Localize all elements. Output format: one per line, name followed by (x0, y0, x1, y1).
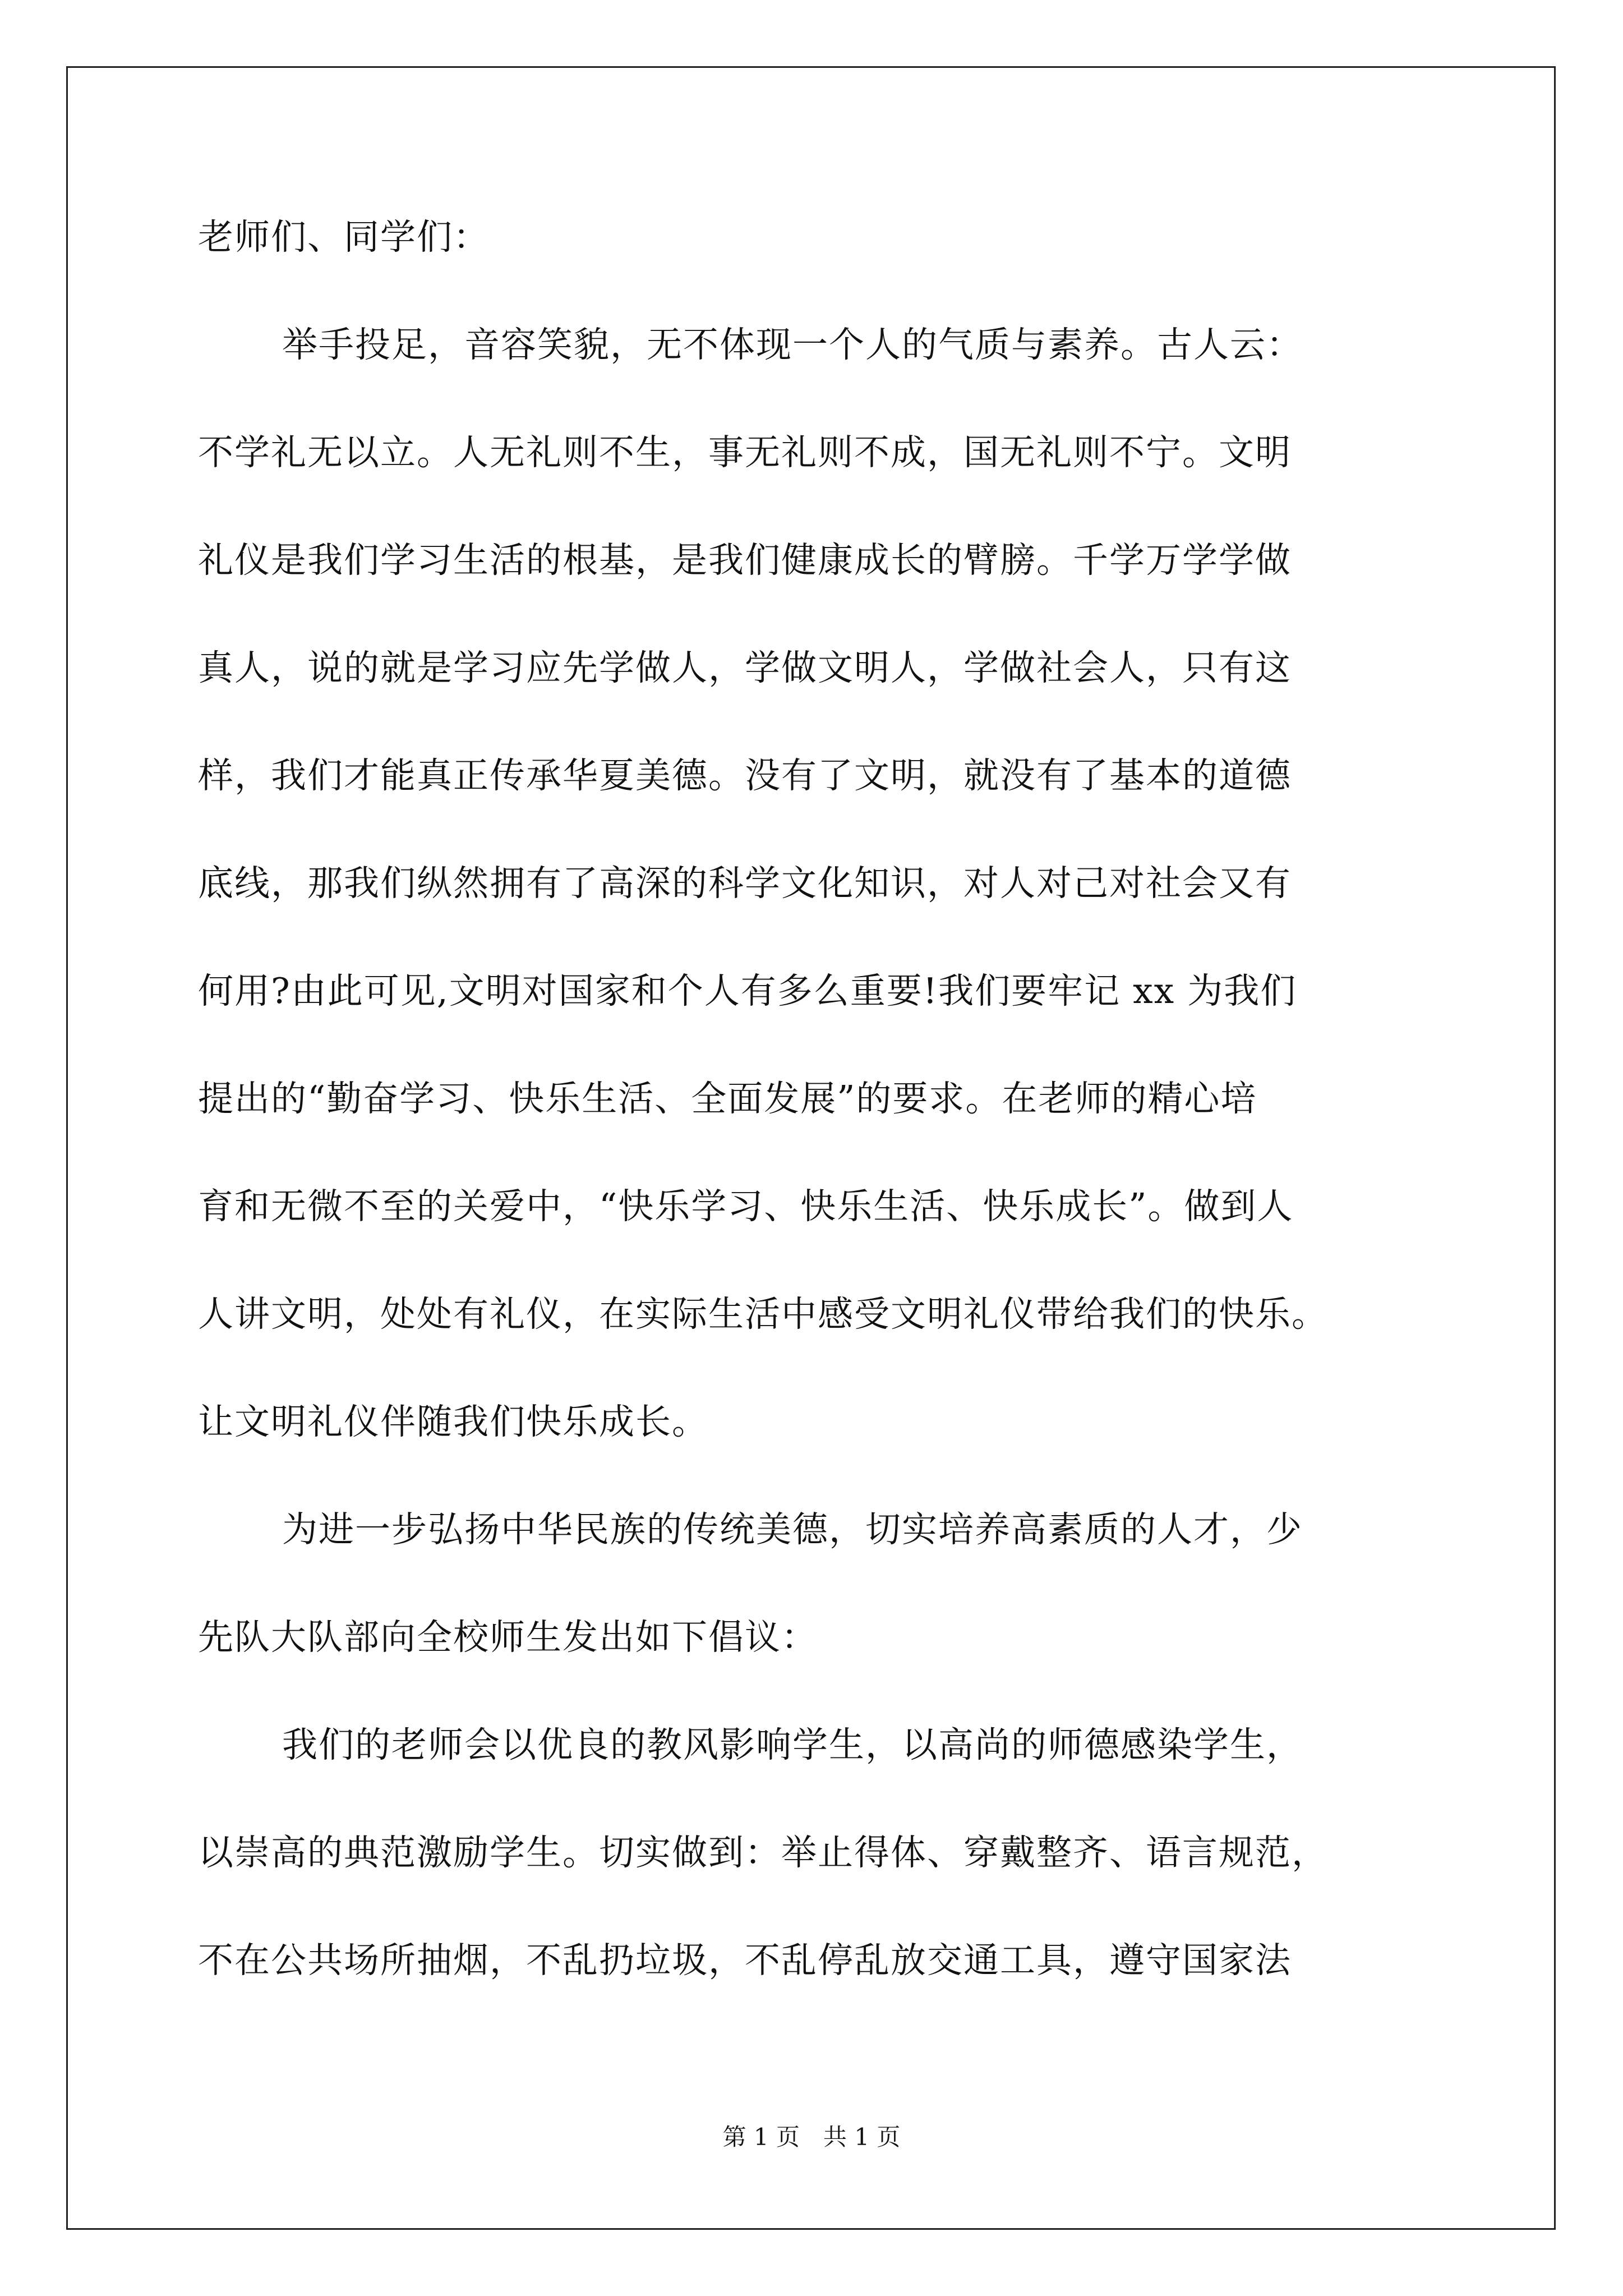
text-line: 不学礼无以立。人无礼则不生，事无礼则不成，国无礼则不宁。文明 (198, 432, 1292, 473)
document-body (198, 210, 1426, 2041)
greeting-line: 老师们、同学们： (198, 217, 490, 257)
text-line: 举手投足，音容笑貌，无不体现一个人的气质与素养。古人云： (282, 324, 1303, 365)
text-line: 底线，那我们纵然拥有了高深的科学文化知识，对人对己对社会又有 (198, 863, 1292, 904)
text-line: 先队大队部向全校师生发出如下倡议： (198, 1617, 818, 1658)
text-line: 礼仪是我们学习生活的根基，是我们健康成长的臂膀。千学万学学做 (198, 540, 1292, 581)
text-line: 何用?由此可见,文明对国家和个人有多么重要!我们要牢记 xx 为我们 (198, 970, 1297, 1011)
text-line: 让文明礼仪伴随我们快乐成长。 (198, 1401, 708, 1442)
text-line: 不在公共场所抽烟，不乱扔垃圾，不乱停乱放交通工具，遵守国家法 (198, 1940, 1292, 1981)
page-footer: 第 1 页 共 1 页 (722, 2123, 901, 2151)
text-line: 真人，说的就是学习应先学做人，学做文明人，学做社会人，只有这 (198, 647, 1292, 688)
paragraph-lines (198, 318, 1426, 1987)
text-line: 以崇高的典范激励学生。切实做到：举止得体、穿戴整齐、语言规范， (198, 1832, 1328, 1873)
text-line: 提出的“勤奋学习、快乐生活、全面发展”的要求。在老师的精心培 (198, 1078, 1257, 1119)
text-line: 样，我们才能真正传承华夏美德。没有了文明，就没有了基本的道德 (198, 755, 1292, 796)
text-line: 人讲文明，处处有礼仪，在实际生活中感受文明礼仪带给我们的快乐。 (198, 1294, 1328, 1335)
text-line: 育和无微不至的关爱中，“快乐学习、快乐生活、快乐成长”。做到人 (198, 1186, 1294, 1227)
text-line: 为进一步弘扬中华民族的传统美德，切实培养高素质的人才，少 (282, 1509, 1303, 1550)
text-line: 我们的老师会以优良的教风影响学生，以高尚的师德感染学生， (282, 1724, 1303, 1765)
